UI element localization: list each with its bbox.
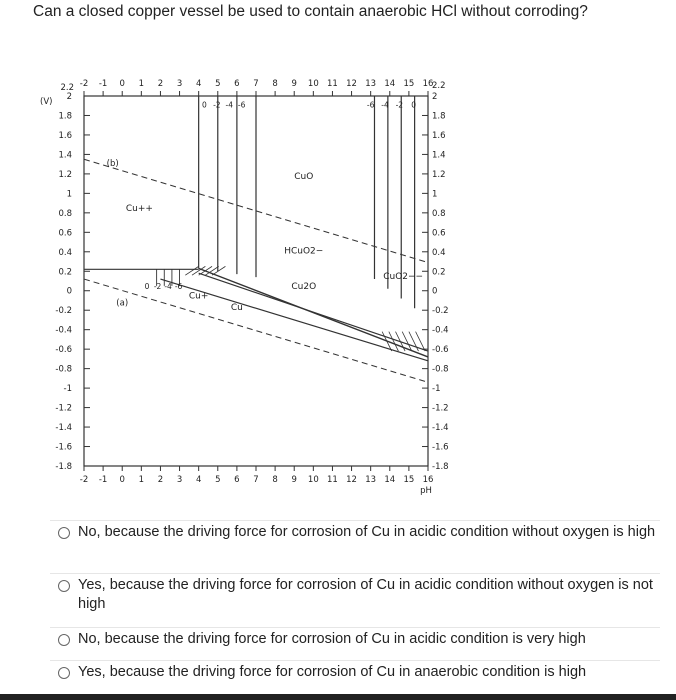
v-tick-label-left: 0.4 <box>58 247 72 258</box>
hatch-left <box>199 266 212 275</box>
log-activity-label-lower: -4 <box>164 281 172 291</box>
ph-tick-label-top: 2 <box>157 79 164 89</box>
ph-tick-label-top: 0 <box>119 79 125 89</box>
v-tick-label-right: 0.4 <box>432 247 446 258</box>
ph-tick-label-top: 1 <box>138 79 145 89</box>
ph-tick-label-bottom: 8 <box>272 475 278 485</box>
option-3[interactable] <box>50 627 660 658</box>
v-tick-label-left: 1.6 <box>58 130 72 141</box>
species-cu2o: Cu2O <box>291 281 317 292</box>
log-activity-label-upper-right: -6 <box>366 100 375 110</box>
ph-tick-label-bottom: 3 <box>176 475 183 485</box>
v-tick-label-right: 0 <box>432 286 438 297</box>
ph-tick-label-top: -1 <box>98 79 108 89</box>
ph-tick-label-bottom: 5 <box>215 475 221 485</box>
option-1[interactable] <box>50 520 660 571</box>
log-activity-label-upper-left: -2 <box>213 100 221 110</box>
v-tick-label-left: -0.4 <box>55 325 72 336</box>
pourbaix-svg <box>30 62 460 502</box>
v-tick-label-left: -0.6 <box>55 345 72 356</box>
v-tick-label-left: 2 <box>66 92 72 102</box>
v-tick-label-right: 0.6 <box>432 228 446 239</box>
ph-tick-label-top: 13 <box>365 79 377 89</box>
v-tick-label-left: -1.2 <box>55 403 72 414</box>
log-activity-label-upper-left: -4 <box>225 100 233 110</box>
v-tick-label-right: 2 <box>432 92 438 102</box>
ph-tick-label-bottom: 1 <box>138 475 145 485</box>
question-text: Can a closed copper vessel be used to contain anaerobic HCl without corroding? <box>33 3 588 20</box>
ph-tick-label-bottom: 11 <box>327 475 338 485</box>
label-line-b: (b) <box>106 159 119 170</box>
ph-tick-label-bottom: 9 <box>291 475 297 485</box>
ph-tick-label-top: 14 <box>384 79 396 89</box>
v-tick-label-right: 0.2 <box>432 267 446 278</box>
option-4[interactable] <box>50 660 660 691</box>
pourbaix-diagram <box>30 62 460 502</box>
log-activity-label-upper-left: -6 <box>237 100 246 110</box>
log-activity-label-upper-left: 0 <box>202 100 207 110</box>
v-tick-label-left: 0.8 <box>58 208 72 219</box>
label-line-a: (a) <box>116 298 129 309</box>
ph-tick-label-top: 15 <box>403 79 415 89</box>
v-tick-label-left: 2.2 <box>60 83 74 93</box>
v-tick-label-right: -1.8 <box>432 462 449 472</box>
species-cu2plus: Cu++ <box>125 203 153 214</box>
v-tick-label-left: 0 <box>66 286 72 297</box>
v-tick-label-right: 1.4 <box>432 150 446 161</box>
ph-tick-label-bottom: 14 <box>384 475 396 485</box>
ph-tick-label-bottom: 0 <box>119 475 125 485</box>
v-tick-label-left: 1.8 <box>58 111 72 122</box>
ph-tick-label-top: 7 <box>253 79 259 89</box>
ph-tick-label-top: -2 <box>79 79 89 89</box>
v-tick-label-left: 0.2 <box>58 267 72 278</box>
log-activity-label-lower: 0 <box>144 281 150 291</box>
option-label: Yes, because the driving force for corrosion of Cu in anaerobic condition is high <box>78 664 587 680</box>
radio-button[interactable] <box>58 580 70 592</box>
v-tick-label-left: -0.8 <box>55 364 72 375</box>
ph-tick-label-top: 5 <box>215 79 221 89</box>
v-tick-label-right: -1 <box>432 384 441 395</box>
v-tick-label-left: -1.4 <box>55 423 72 434</box>
v-tick-label-right: -1.4 <box>432 423 449 434</box>
v-tick-label-right: 2.2 <box>432 81 446 91</box>
v-tick-label-right: -1.2 <box>432 403 449 414</box>
ph-tick-label-bottom: 12 <box>346 475 357 485</box>
ph-tick-label-bottom: 13 <box>365 475 377 485</box>
ph-tick-label-bottom: 2 <box>157 475 164 485</box>
v-tick-label-left: -1.8 <box>55 462 72 472</box>
v-tick-label-right: 0.8 <box>432 208 446 219</box>
ph-tick-label-top: 10 <box>307 79 319 89</box>
option-label: No, because the driving force for corrosion of Cu in acidic condition without oxygen is high <box>78 524 656 540</box>
v-tick-label-right: -1.6 <box>432 442 449 453</box>
ph-tick-label-top: 11 <box>327 79 338 89</box>
radio-button[interactable] <box>58 634 70 646</box>
axis-unit-volts: (V) <box>40 96 53 107</box>
v-tick-label-right: -0.2 <box>432 306 449 317</box>
v-tick-label-right: -0.8 <box>432 364 449 375</box>
ph-tick-label-bottom: 16 <box>422 475 434 485</box>
ph-tick-label-bottom: 7 <box>253 475 259 485</box>
ph-tick-label-top: 3 <box>176 79 183 89</box>
option-2[interactable] <box>50 573 660 624</box>
option-label: No, because the driving force for corrosion of Cu in acidic condition is very high <box>78 631 586 647</box>
ph-tick-label-bottom: -2 <box>79 475 89 485</box>
ph-tick-label-bottom: -1 <box>98 475 108 485</box>
v-tick-label-right: -0.4 <box>432 325 449 336</box>
species-cu: Cu <box>230 303 243 314</box>
v-tick-label-left: -1.6 <box>55 442 72 453</box>
ph-tick-label-bottom: 6 <box>234 475 240 485</box>
v-tick-label-right: 1.6 <box>432 130 446 141</box>
hatch-left <box>185 266 198 275</box>
ph-tick-label-bottom: 4 <box>195 475 202 485</box>
log-activity-label-lower: -2 <box>153 281 162 291</box>
axis-unit-ph: pH <box>420 486 432 496</box>
ph-tick-label-top: 6 <box>234 79 240 89</box>
bottom-edge <box>0 694 676 700</box>
v-tick-label-right: 1.8 <box>432 111 446 122</box>
ph-tick-label-top: 8 <box>272 79 278 89</box>
option-label: Yes, because the driving force for corrosion of Cu in acidic condition without oxygen is not high <box>78 577 653 612</box>
radio-button[interactable] <box>58 527 70 539</box>
log-activity-label-upper-right: 0 <box>411 100 417 110</box>
radio-button[interactable] <box>58 667 70 679</box>
hatch-left <box>212 266 225 275</box>
ph-tick-label-top: 4 <box>195 79 202 89</box>
species-cuplus: Cu+ <box>188 291 209 302</box>
v-tick-label-right: 1.2 <box>432 169 446 180</box>
ph-tick-label-top: 12 <box>346 79 357 89</box>
species-hcuo2: HCuO2− <box>284 246 324 257</box>
log-activity-label-lower: -6 <box>174 281 183 291</box>
species-cuo2: CuO2−− <box>383 272 424 283</box>
ph-tick-label-top: 16 <box>422 79 434 89</box>
v-tick-label-left: -1 <box>63 384 72 395</box>
ph-tick-label-bottom: 10 <box>307 475 319 485</box>
species-cuo: CuO <box>294 171 314 182</box>
ph-tick-label-top: 9 <box>291 79 297 89</box>
line-a-hydrogen <box>84 279 428 382</box>
v-tick-label-right: 1 <box>432 189 438 200</box>
v-tick-label-left: 1.4 <box>58 150 72 161</box>
v-tick-label-left: -0.2 <box>55 306 72 317</box>
ph-tick-label-bottom: 15 <box>403 475 415 485</box>
v-tick-label-left: 1.2 <box>58 169 72 180</box>
v-tick-label-left: 0.6 <box>58 228 72 239</box>
log-activity-label-upper-right: -4 <box>381 100 389 110</box>
log-activity-label-upper-right: -2 <box>395 100 404 110</box>
v-tick-label-left: 1 <box>66 189 72 200</box>
v-tick-label-right: -0.6 <box>432 345 449 356</box>
